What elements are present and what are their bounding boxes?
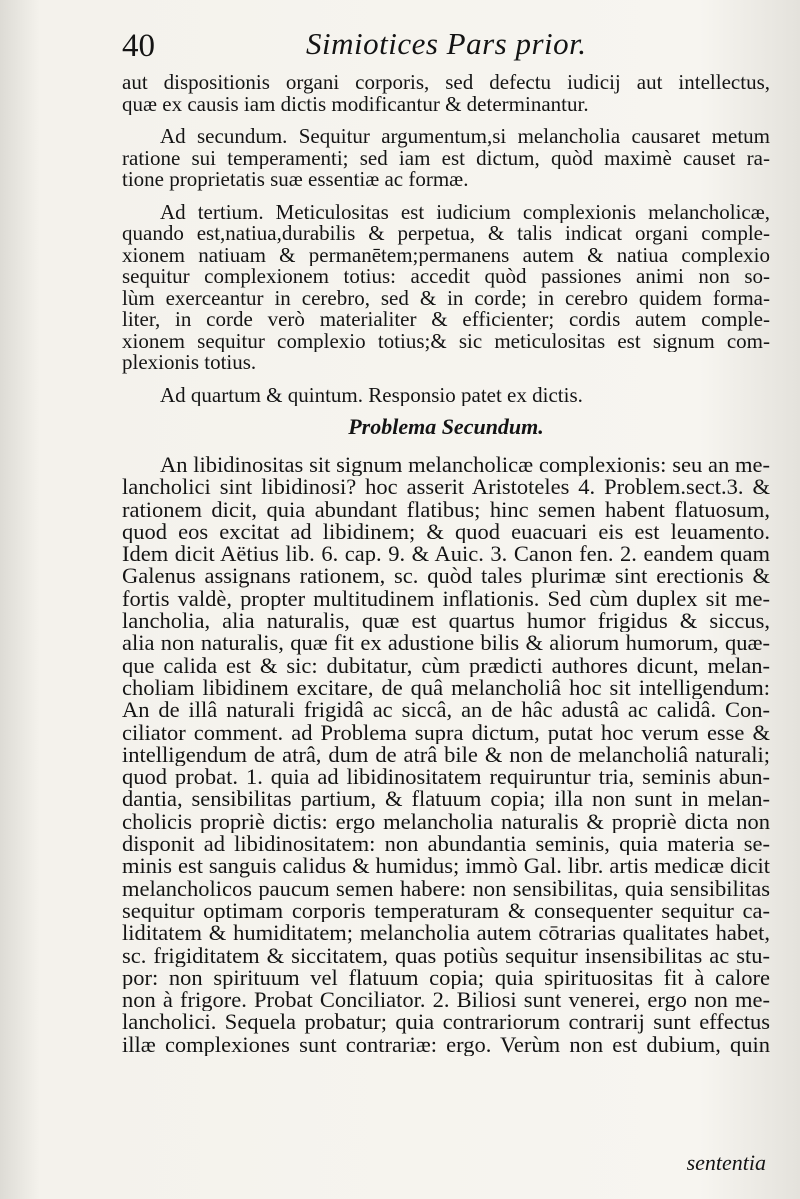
text-line: minis est sanguis calidus & humidus; immò Gal. libr. artis medicæ dicit <box>122 855 770 878</box>
section-title: Problema Secundum. <box>348 414 544 439</box>
text-line: dantia, sensibilitas partium, & flatuum copia; illa non sunt in melan- <box>122 788 770 811</box>
text-line: Galenus assignans rationem, sc. quòd tales plurimæ sint erectionis & <box>122 565 770 588</box>
paragraph-problema-secundum <box>122 454 770 1056</box>
running-head: Simiotices Pars prior. <box>306 26 587 61</box>
text-line: sequitur complexionem totius: accedit quòd passiones animi non so- <box>122 266 770 288</box>
text-line: Idem dicit Aëtius lib. 6. cap. 9. & Auic. 3. Canon fen. 2. eandem quam <box>122 543 770 566</box>
text-line: lancholia, alia naturalis, quæ est quartus humor frigidus & siccus, <box>122 610 770 633</box>
paragraph-conclusion <box>122 72 770 115</box>
text-line: An libidinositas sit signum melancholicæ complexionis: seu an me- <box>160 454 770 477</box>
page-header <box>116 24 776 74</box>
text-line: liter, in corde verò materialiter & efficienter; cordis autem comple- <box>122 309 770 331</box>
text-line: Ad secundum. Sequitur argumentum,si melancholia causaret metum <box>160 126 770 148</box>
text-line: plexionis totius. <box>122 352 257 374</box>
text-line: quando est,natiua,durabilis & perpetua, & talis indicat organi comple- <box>122 223 770 245</box>
text-line: illæ complexiones sunt contrariæ: ergo. Verùm non est dubium, quin <box>122 1033 770 1057</box>
text-line: disponit ad libidinositatem: non abundantia seminis, quia materia se- <box>122 833 770 856</box>
text-line: xionem natiuam & permanētem;permanens autem & natiua complexio <box>122 244 770 266</box>
text-line: liditatem & humiditatem; melancholia autem cōtrarias qualitates habet, <box>122 922 770 945</box>
text-line: quod probat. 1. quia ad libidinositatem requiruntur tria, seminis abun- <box>122 766 770 789</box>
text-line: melancholicos paucum semen habere: non sensibilitas, quia sensibilitas <box>122 877 770 900</box>
text-line: non à frigore. Probat Conciliator. 2. Biliosi sunt venerei, ergo non me- <box>122 989 770 1012</box>
text-line: intelligendum de atrâ, dum de atrâ bile & non de melancholiâ naturali; <box>122 743 770 767</box>
text-line: cholicis propriè dictis: ergo melancholia naturalis & propriè dicta non <box>122 810 770 834</box>
text-line: alia non naturalis, quæ fit ex adustione bilis & aliorum humorum, quæ- <box>122 632 770 655</box>
text-line: rationem dicit, quia abundant flatibus; hinc semen habent flatuosum, <box>122 498 770 521</box>
text-line: aut dispositionis organi corporis, sed defectu iudicij aut intellectus, <box>122 72 770 94</box>
text-line: por: non spirituum vel flatuum copia; quia spirituositas fit à calore <box>122 966 770 990</box>
text-line: fortis valdè, propter multitudinem inflationis. Sed cùm duplex sit me- <box>122 587 770 611</box>
text-line: ratione sui temperamenti; sed iam est dictum, quòd maximè causet ra- <box>122 147 770 169</box>
text-line: choliam libidinem excitare, de quâ melancholiâ hoc sit intelligendum: <box>122 676 770 700</box>
paragraph-ad-quartum <box>122 385 770 407</box>
text-line: xionem sequitur complexio totius;& sic meticulositas est signum com- <box>122 330 770 352</box>
page-number: 40 <box>122 28 155 64</box>
text-line: sc. frigiditatem & siccitatem, quas potiùs sequitur insensibilitas ac stu- <box>122 944 770 967</box>
catchword: sententia <box>686 1150 766 1175</box>
page-body <box>122 72 770 1056</box>
paragraph-ad-tertium <box>122 202 770 374</box>
text-line: sequitur optimam corporis temperaturam & consequenter sequitur ca- <box>122 899 770 923</box>
text-line: Ad tertium. Meticulositas est iudicium complexionis melancholicæ, <box>160 201 770 223</box>
text-line: Ad quartum & quintum. Responsio patet ex dictis. <box>160 384 583 406</box>
paragraph-ad-secundum <box>122 126 770 191</box>
text-line: ciliator comment. ad Problema supra dictum, putat hoc verum esse & <box>122 721 770 744</box>
text-line: lancholici sint libidinosi? hoc asserit Aristoteles 4. Problem.sect.3. & <box>122 476 770 499</box>
text-line: lancholici. Sequela probatur; quia contrariorum contrarij sunt effectus <box>122 1011 770 1034</box>
text-line: tione proprietatis suæ essentiæ ac formæ. <box>122 169 469 191</box>
text-line: que calida est & sic: dubitatur, cùm prædicti authores dicunt, melan- <box>122 654 770 677</box>
text-line: lùm exerceantur in cerebro, sed & in corde; in cerebro quidem forma- <box>122 287 770 309</box>
text-line: An de illâ naturali frigidâ ac siccâ, an de hâc adustâ ac calidâ. Con- <box>122 699 770 722</box>
text-line: quæ ex causis iam dictis modificantur & determinantur. <box>122 93 589 115</box>
text-line: quod eos excitat ad libidinem; & quod euacuari eis est leuamento. <box>122 520 770 544</box>
